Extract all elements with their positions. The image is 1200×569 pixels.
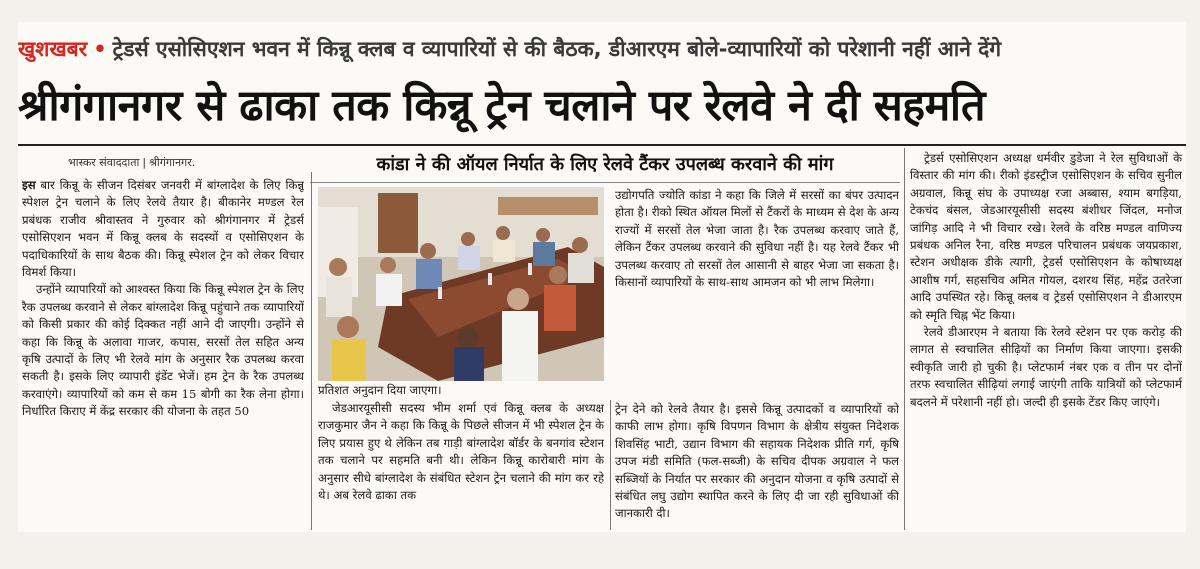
newspaper-clipping xyxy=(18,22,1186,532)
meeting-photo xyxy=(318,187,604,381)
paragraph: रेलवे डीआरएम ने बताया कि रेलवे स्टेशन पर एक करोड़ की लागत से स्वचालित सीढ़ियों का निर्माण किया जाएगा। इसकी स्वीकृति जारी हो चुकी है। प्लेटफार्म नंबर एक व तीन पर दोनों तरफ स्वचालित सीढ़ियां लगाई जाएंगी ताकि यात्रियों को प्लेटफार्म बदलने में परेशानी नहीं हो। जल्दी ही इसके टेंडर किए जाएंगे। xyxy=(910,325,1182,409)
kicker-text: ट्रेडर्स एसोसिएशन भवन में किन्नू क्लब व व्यापारियों से की बैठक, डीआरएम बोले-व्यापारियों को परेशानी नहीं आने देंगे xyxy=(112,37,1002,61)
meeting-photo-icon xyxy=(318,187,604,381)
column-divider xyxy=(610,400,611,530)
byline xyxy=(68,151,195,175)
article-column-4 xyxy=(910,150,1182,530)
paragraph: जेडआरयूसीसी सदस्य भीम शर्मा एवं किन्नू क्लब के अध्यक्ष राजकुमार जैन ने कहा कि किन्नू के पिछले सीजन में भी स्पेशल ट्रेन के लिए प्रयास हुए थे लेकिन तब गाड़ी बांग्लादेश बॉर्डर के बनगांव स्टेशन तक चलाने पर सहमति बनी थी। लेकिन किन्नू कारोबारी मांग के अनुसार सीधे बांग्लादेश के संबंधित स्टेशन ट्रेन चलाने की मांग कर रहे थे। अब रेलवे ढाका तक xyxy=(318,401,604,503)
paragraph: ट्रेन देने को रेलवे तैयार है। इससे किन्नू उत्पादकों व व्यापारियों को काफी लाभ होगा। कृषि विपणन विभाग के क्षेत्रीय संयुक्त निदेशक शिवसिंह भाटी, उद्यान विभाग की सहायक निदेशक प्रीति गर्ग, कृषि उपज मंडी समिति (फल-सब्जी) के सचिव दीपक अग्रवाल ने फल सब्जियों के निर्यात पर सरकार की अनुदान योजना व कृषि उत्पादों से संबंधित लघु उद्योग स्थापित करने के लिए दी जा रही सुविधाओं की जानकारी दी। xyxy=(615,402,899,521)
column-2-lead: प्रतिशत अनुदान दिया जाएगा। xyxy=(318,383,442,397)
article-column-2 xyxy=(318,400,604,530)
paragraph: उन्होंने व्यापारियों को आश्वस्त किया कि किन्नू स्पेशल ट्रेन के लिए रैक उपलब्ध करवाने से लेकर बांग्लादेश किन्नू पहुंचाने तक व्यापारियों को किसी प्रकार की कोई दिक्कत नहीं आने दी जाएगी। उन्होंने से कहा कि किन्नू के अलावा गाजर, कपास, सरसों तेल सहित अन्य कृषि उत्पादों के लिए भी रेलवे मांग के अनुसार रैक उपलब्ध करवा सकती है। इसके लिए व्यापारी इंडेंट भेजें। हम ट्रेन के रैक उपलब्ध करवाएंगे। व्यापारियों को कम से कम 15 बोगी का रैक लेना होगा। निर्धारित किराए में केंद्र सरकार की योजना के तहत 50 xyxy=(22,282,304,419)
kicker-tag: खुशखबर xyxy=(18,37,88,61)
paragraph xyxy=(22,177,304,281)
article-column-3 xyxy=(615,187,899,530)
main-headline: श्रीगंगानगर से ढाका तक किन्नू ट्रेन चलाने पर रेलवे ने दी सहमति xyxy=(18,81,986,131)
byline-separator: | xyxy=(142,156,147,169)
column-divider xyxy=(311,172,312,530)
paragraph: ट्रेडर्स एसोसिएशन अध्यक्ष धर्मवीर डुडेजा ने रेल सुविधाओं के विस्तार की मांग की। रीको इंडस्ट्रीज एसोसिएशन के सचिव सुनील अग्रवाल, किन्नू संघ के उपाध्यक्ष रजा अब्बास, श्याम बगड़िया, टेकचंद बंसल, जेडआरयूसीसी सदस्य बंशीधर जिंदल, मनोज जांगिड़ आदि ने भी विचार रखे। रेलवे के वरिष्ठ मण्डल वाणिज्य प्रबंधक अनिल रैना, वरिष्ठ मण्डल परिचालन प्रबंधक जयप्रकाश, स्टेशन अधीक्षक डीके त्यागी, ट्रेडर्स एसोसिएशन के कोषाध्यक्ष आशीष गर्ग, सहसचिव अमित गोयल, दशरथ सिंह, महेंद्र उतरेजा आदि उपस्थित रहे। किन्नू क्लब व ट्रेडर्स एसोसिएशन ने डीआरएम को स्मृति चिह्न भेंट किया। xyxy=(910,151,1182,322)
byline-source: भास्कर संवाददाता xyxy=(68,156,140,169)
lead-word: इस xyxy=(22,178,36,192)
column-divider xyxy=(904,148,905,530)
kicker-separator: • xyxy=(93,37,107,61)
paragraph-text: बार किन्नू के सीजन दिसंबर जनवरी में बांग्लादेश के लिए किन्नू स्पेशल ट्रेन चलाने के लिए रेलवे तैयार है। बीकानेर मण्डल रेल प्रबंधक राजीव श्रीवास्तव ने गुरुवार को श्रीगंगानगर में ट्रेडर्स एसोसिएशन भवन में किन्नू क्लब के सदस्यों व एसोसिएशन के पदाधिकारियों के साथ बैठक की। किन्नू स्पेशल ट्रेन को लेकर विचार विमर्श किया। xyxy=(22,178,304,280)
paragraph: उद्योगपति ज्योति कांडा ने कहा कि जिले में सरसों का बंपर उत्पादन होता है। रीको स्थित ऑयल मिलों से टैंकरों के माध्यम से देश के अन्य राज्यों में सरसों तेल भेजा जाता है। रैक उपलब्ध करवाए जाते हैं, लेकिन टैंकर उपलब्ध करवाने की सुविधा नहीं है। यह रेलवे टैंकर भी उपलब्ध करवाए तो सरसों तेल आसानी से बाहर भेजा जा सकता है। किसानों व्यापारियों के साथ-साथ आमजन को भी लाभ मिलेगा। xyxy=(615,188,899,290)
byline-place: श्रीगंगानगर. xyxy=(149,156,196,169)
kicker-line xyxy=(18,32,1186,66)
headline-rule xyxy=(18,144,1186,146)
article-column-1 xyxy=(22,177,304,529)
sub-headline: कांडा ने की ऑयल निर्यात के लिए रेलवे टैंकर उपलब्ध करवाने की मांग xyxy=(310,148,900,183)
